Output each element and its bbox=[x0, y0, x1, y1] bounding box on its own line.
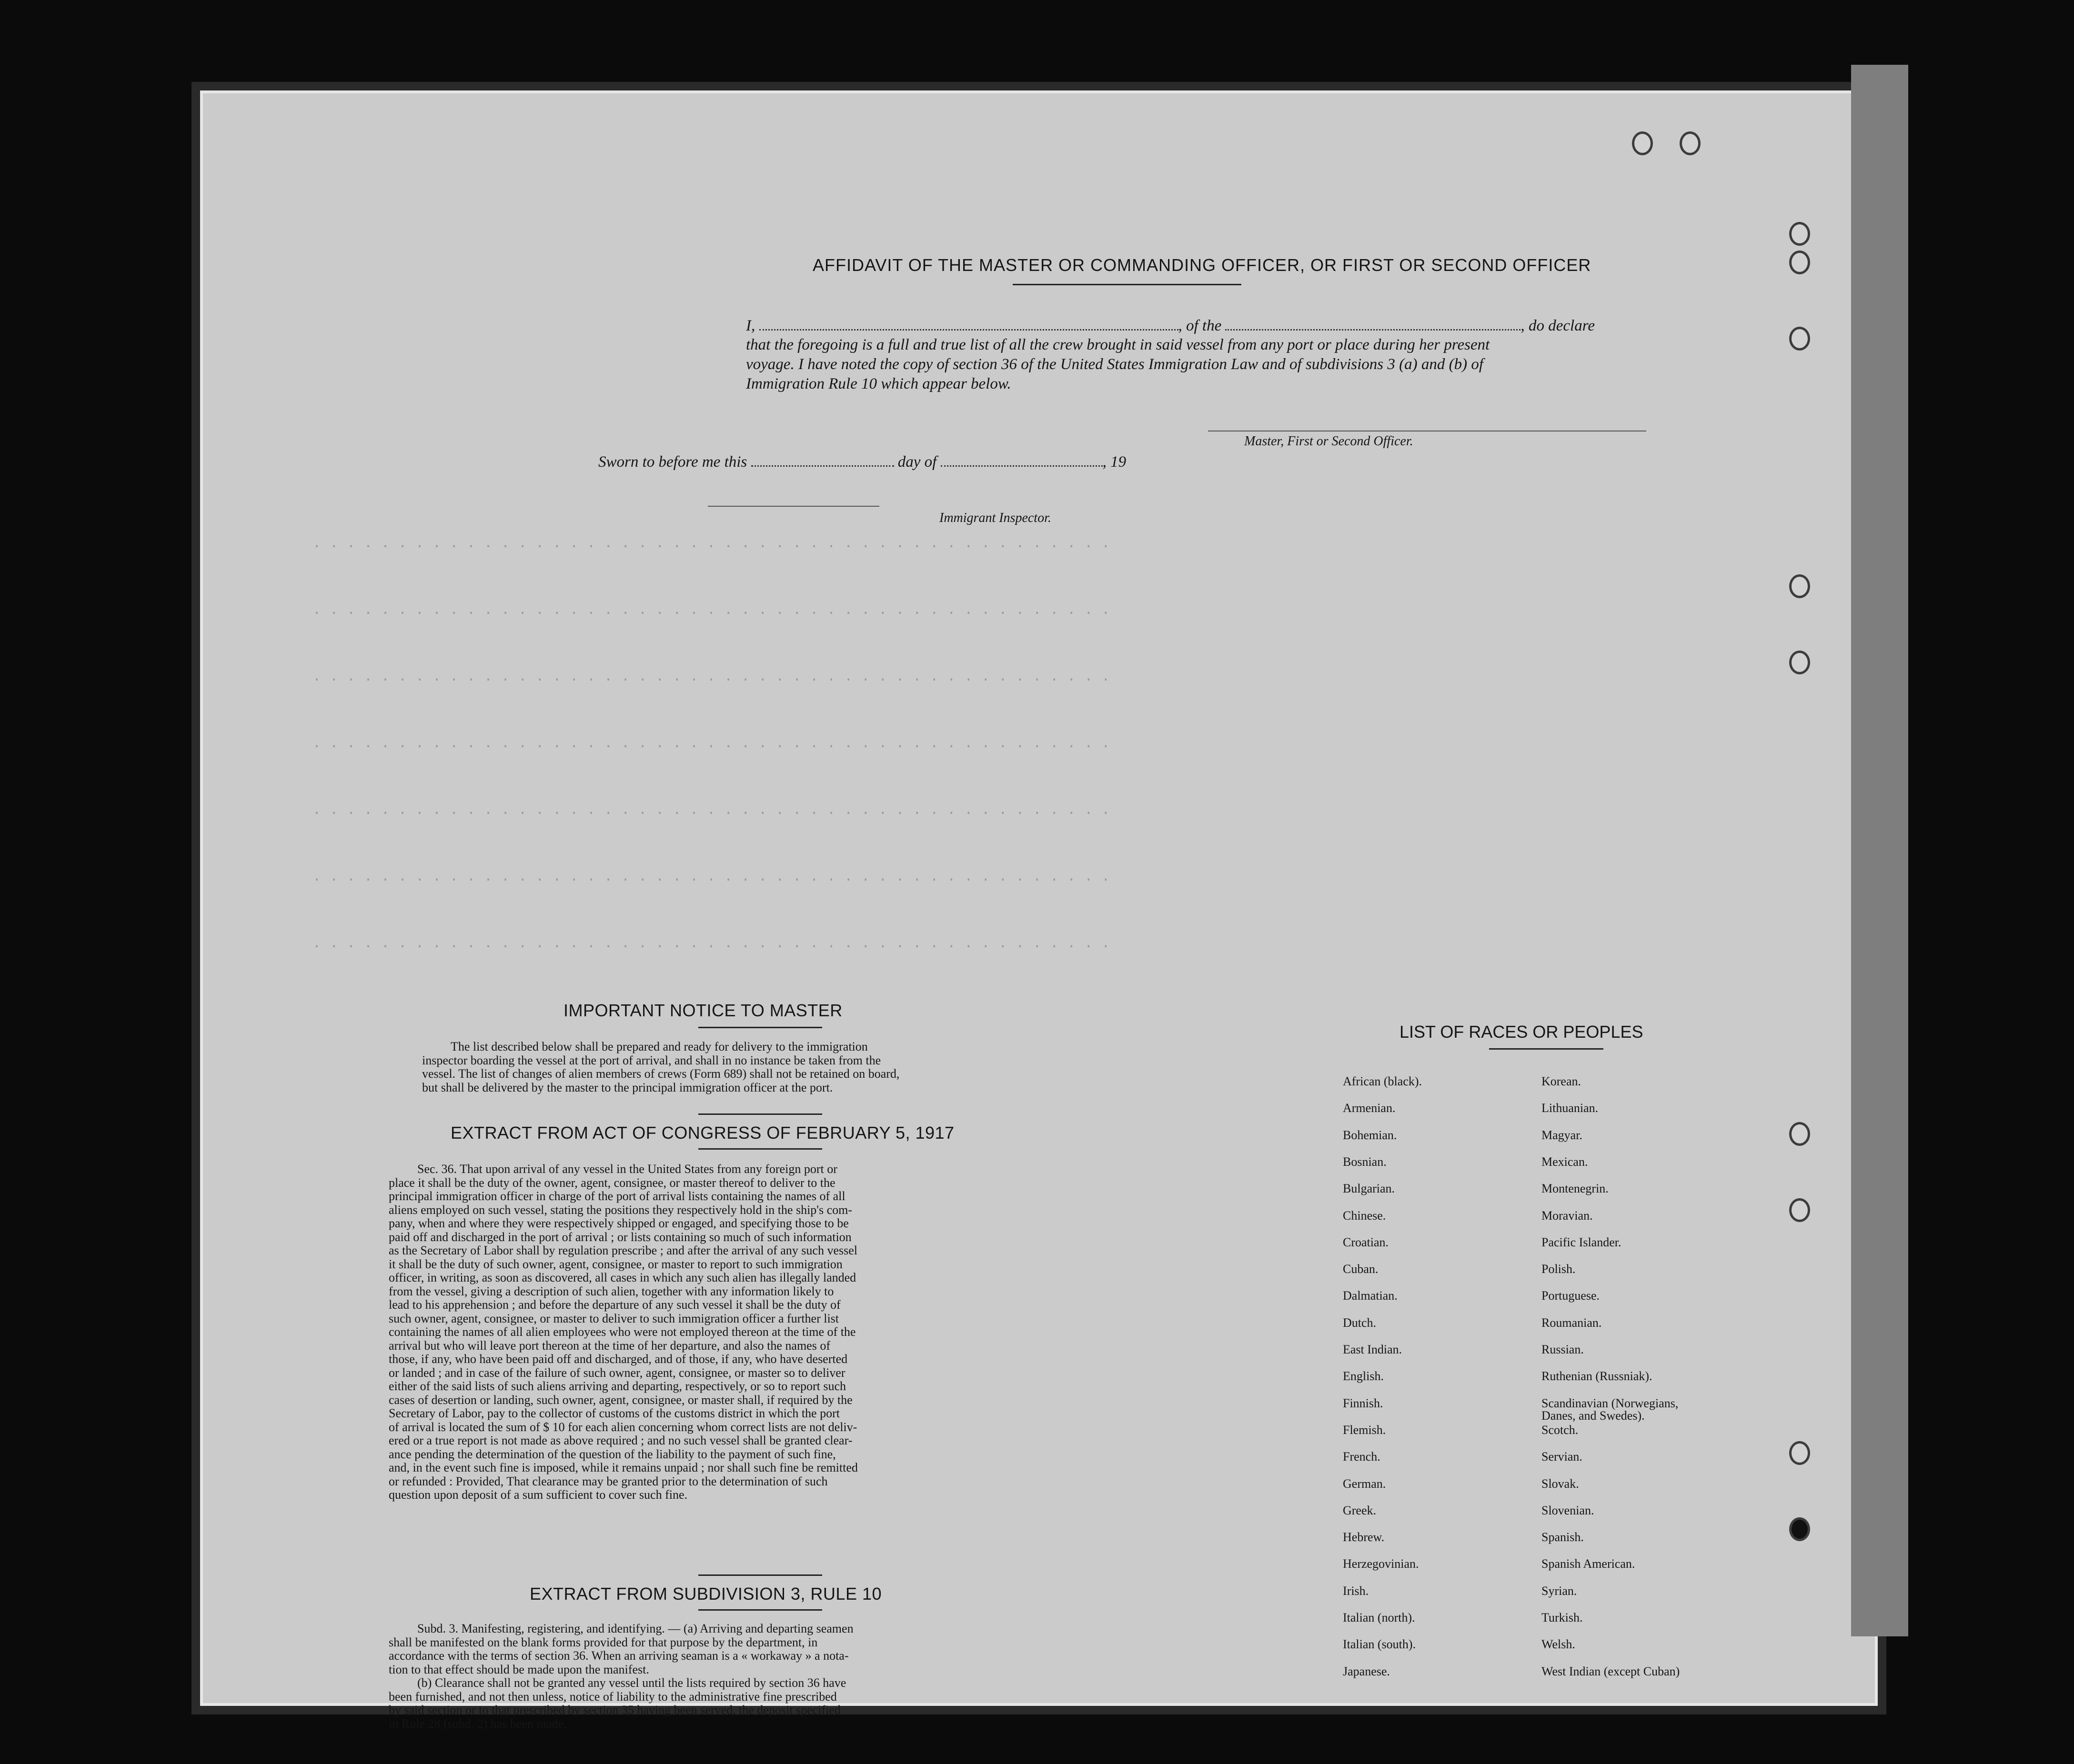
race-item: African (black). bbox=[1343, 1074, 1422, 1088]
race-item: French. bbox=[1343, 1450, 1380, 1464]
act-overline bbox=[698, 1113, 822, 1115]
text-line: such owner, agent, consignee, or master to deliver to such immigration officer a further list bbox=[389, 1311, 839, 1325]
vessel-name-blank bbox=[1225, 329, 1520, 331]
punch-hole bbox=[1789, 222, 1810, 246]
bleed-through-text: · · · · · · · · · · · · · · · · · · · · · · · · · · · · · · · · · · · · · · · · · · · · · · · bbox=[312, 672, 1110, 688]
sworn-line: Sworn to before me this day of , 19 bbox=[598, 453, 1127, 471]
rule-title: EXTRACT FROM SUBDIVISION 3, RULE 10 bbox=[530, 1584, 882, 1604]
bleed-through-text: · · · · · · · · · · · · · · · · · · · · · · · · · · · · · · · · · · · · · · · · · · · · · · · bbox=[312, 872, 1110, 888]
text-line: ered or a true report is not made as above required ; and no such vessel shall be granted clear- bbox=[389, 1433, 853, 1447]
race-item: Korean. bbox=[1541, 1074, 1581, 1088]
act-body bbox=[389, 1163, 1184, 1502]
text-line: aliens employed on such vessel, stating the positions they respectively hold in the ship's com- bbox=[389, 1203, 853, 1217]
text-line: from the vessel, giving a description of such alien, together with any information likely to bbox=[389, 1284, 834, 1298]
text-line: or landed ; and in case of the failure of such owner, agent, consignee, or master so to deliver bbox=[389, 1365, 846, 1380]
notice-title: IMPORTANT NOTICE TO MASTER bbox=[564, 1001, 843, 1020]
text-line: principal immigration officer in charge of the port of arrival lists containing the names of all bbox=[389, 1189, 846, 1203]
declaration-line-4: Immigration Rule 10 which appear below. bbox=[746, 375, 1011, 392]
punch-hole bbox=[1789, 1517, 1810, 1541]
text-line: and, in the event such fine is imposed, while it remains unpaid ; nor shall such fine be remitted bbox=[389, 1461, 858, 1474]
race-item: Herzegovinian. bbox=[1343, 1557, 1419, 1571]
race-item: Japanese. bbox=[1343, 1664, 1390, 1678]
act-title: EXTRACT FROM ACT OF CONGRESS OF FEBRUARY 5, 1917 bbox=[451, 1123, 955, 1143]
text-line: cases of desertion or landing, such owner, agent, consignee, or master shall, if required by the bbox=[389, 1393, 853, 1407]
act-underline bbox=[698, 1148, 822, 1150]
punch-hole bbox=[1789, 1122, 1810, 1146]
race-item: Spanish American. bbox=[1541, 1557, 1635, 1571]
notice-underline bbox=[698, 1027, 822, 1028]
race-item: Polish. bbox=[1541, 1262, 1576, 1276]
text-line: place it shall be the duty of the owner, agent, consignee, or master thereof to deliver to the bbox=[389, 1175, 836, 1190]
race-item: Magyar. bbox=[1541, 1128, 1582, 1142]
race-item: Slovenian. bbox=[1541, 1503, 1594, 1517]
races-underline bbox=[1489, 1048, 1603, 1050]
text-line: in Rule 28 (subd. 2) has been made. bbox=[389, 1716, 567, 1731]
race-item: Cuban. bbox=[1343, 1262, 1379, 1276]
race-item: Dalmatian. bbox=[1343, 1289, 1398, 1303]
text-line: as the Secretary of Labor shall by regulation prescribe ; and after the arrival of any such vessel bbox=[389, 1243, 858, 1257]
punch-hole bbox=[1789, 1441, 1810, 1465]
sworn-month-blank bbox=[941, 465, 1103, 467]
declaration-line-1: I, , of the , do declare bbox=[746, 317, 1595, 334]
bleed-through-text: · · · · · · · · · · · · · · · · · · · · · · · · · · · · · · · · · · · · · · · · · · · · · · · bbox=[312, 739, 1110, 755]
race-item: Bosnian. bbox=[1343, 1154, 1387, 1169]
affidavit-title: AFFIDAVIT OF THE MASTER OR COMMANDING OFFICER, OR FIRST OR SECOND OFFICER bbox=[813, 255, 1591, 275]
punch-hole bbox=[1789, 1198, 1810, 1222]
race-item: Danes, and Swedes). bbox=[1541, 1408, 1645, 1423]
race-item: English. bbox=[1343, 1369, 1384, 1383]
text-line: containing the names of all alien employees who were not employed thereon at the time of the bbox=[389, 1325, 856, 1339]
race-item: Hebrew. bbox=[1343, 1530, 1385, 1544]
race-item: Spanish. bbox=[1541, 1530, 1584, 1544]
document-page bbox=[200, 90, 1878, 1731]
text-line: been furnished, and not then unless, notice of liability to the administrative fine prescribed bbox=[389, 1689, 837, 1704]
declaration-line-2: that the foregoing is a full and true list of all the crew brought in said vessel from any port or place during her present bbox=[746, 336, 1490, 353]
text-line: tion to that effect should be made upon the manifest. bbox=[389, 1662, 649, 1676]
race-item: Slovak. bbox=[1541, 1476, 1579, 1491]
text-line: Subd. 3. Manifesting, registering, and identifying. — (a) Arriving and departing seamen bbox=[417, 1622, 854, 1635]
underlying-page-edge bbox=[1851, 65, 1908, 1636]
race-item: Chinese. bbox=[1343, 1208, 1386, 1223]
race-item: Pacific Islander. bbox=[1541, 1235, 1621, 1249]
sworn-day-blank bbox=[751, 465, 894, 467]
race-item: Croatian. bbox=[1343, 1235, 1389, 1249]
text-line: either of the said lists of such aliens arriving and departing, respectively, or so to report such bbox=[389, 1379, 846, 1393]
race-item: Lithuanian. bbox=[1541, 1101, 1599, 1115]
text-line: shall be manifested on the blank forms provided for that purpose by the department, in bbox=[389, 1635, 818, 1649]
race-item: Irish. bbox=[1343, 1584, 1369, 1598]
punch-hole bbox=[1789, 651, 1810, 674]
text-line: (b) Clearance shall not be granted any vessel until the lists required by section 36 have bbox=[417, 1676, 846, 1690]
race-item: Flemish. bbox=[1343, 1423, 1386, 1437]
race-item: Welsh. bbox=[1541, 1637, 1575, 1652]
rule-body bbox=[389, 1622, 1184, 1731]
race-item: Turkish. bbox=[1541, 1611, 1583, 1624]
punch-hole bbox=[1789, 251, 1810, 274]
race-item: Moravian. bbox=[1541, 1208, 1593, 1223]
race-item: East Indian. bbox=[1343, 1343, 1402, 1356]
signature-label: Master, First or Second Officer. bbox=[1244, 434, 1413, 449]
punch-hole bbox=[1789, 327, 1810, 351]
race-item: Syrian. bbox=[1541, 1584, 1577, 1598]
text-line: by said section or to that prescribed by section 35 having been served, the deposit specified bbox=[389, 1703, 841, 1717]
race-item: Mexican. bbox=[1541, 1154, 1588, 1169]
race-item: West Indian (except Cuban) bbox=[1541, 1664, 1680, 1678]
bleed-through-text: · · · · · · · · · · · · · · · · · · · · · · · · · · · · · · · · · · · · · · · · · · · · · · · bbox=[312, 605, 1110, 621]
text-line: arrival but who will leave port thereon at the time of her departure, and also the names of bbox=[389, 1338, 830, 1353]
race-item: German. bbox=[1343, 1476, 1386, 1491]
race-item: Bulgarian. bbox=[1343, 1182, 1395, 1196]
inspector-label: Immigrant Inspector. bbox=[939, 511, 1051, 525]
race-item: Greek. bbox=[1343, 1503, 1377, 1517]
race-item: Roumanian. bbox=[1541, 1315, 1602, 1330]
text-line: accordance with the terms of section 36. When an arriving seaman is a « workaway » a nota- bbox=[389, 1649, 849, 1663]
text-line: it shall be the duty of such owner, agent, consignee, or master to report to such immigration bbox=[389, 1257, 843, 1271]
text-line: lead to his apprehension ; and before the departure of any such vessel it shall be the duty of bbox=[389, 1298, 841, 1312]
race-item: Italian (north). bbox=[1343, 1611, 1415, 1624]
text-line: ance pending the determination of the question of the liability to the payment of such fine, bbox=[389, 1447, 836, 1461]
race-item: Russian. bbox=[1541, 1343, 1584, 1356]
race-item: Bohemian. bbox=[1343, 1128, 1397, 1142]
race-item: Armenian. bbox=[1343, 1101, 1396, 1115]
punch-hole bbox=[1680, 131, 1701, 155]
text-line: Sec. 36. That upon arrival of any vessel in the United States from any foreign port or bbox=[417, 1162, 837, 1176]
text-line: Secretary of Labor, pay to the collector of customs of the customs district in which the port bbox=[389, 1406, 840, 1420]
race-item: Scandinavian (Norwegians, bbox=[1541, 1396, 1679, 1410]
race-item: Portuguese. bbox=[1541, 1289, 1600, 1303]
race-item: Servian. bbox=[1541, 1450, 1582, 1464]
text-line: those, if any, who have been paid off and discharged, and of those, if any, who have deserted bbox=[389, 1352, 848, 1366]
race-item: Dutch. bbox=[1343, 1315, 1377, 1330]
notice-body: The list described below shall be prepared and ready for delivery to the immigration inspector boarding the vessel at the port of arrival, and shall in no instance be taken from the vessel. The list of changes of alien members of crews (Form 689) shall not be retained on board, but shall be delivered by the master to the principal immigration officer at the port. bbox=[422, 1040, 900, 1094]
declaration-line-3: voyage. I have noted the copy of section 36 of the United States Immigration Law and of subdivisions 3 (a) and (b) of bbox=[746, 356, 1484, 373]
text-line: officer, in writing, as soon as discovered, all cases in which any such alien has illegally landed bbox=[389, 1271, 856, 1284]
bleed-through-text: · · · · · · · · · · · · · · · · · · · · · · · · · · · · · · · · · · · · · · · · · · · · · · · bbox=[312, 939, 1110, 955]
text-line: paid off and discharged in the port of arrival ; or lists containing so much of such information bbox=[389, 1230, 852, 1244]
rule-underline bbox=[698, 1609, 822, 1611]
race-item: Ruthenian (Russniak). bbox=[1541, 1369, 1652, 1383]
race-item: Finnish. bbox=[1343, 1396, 1383, 1410]
punch-hole bbox=[1632, 131, 1653, 155]
races-title: LIST OF RACES OR PEOPLES bbox=[1399, 1022, 1643, 1042]
punch-hole bbox=[1789, 574, 1810, 598]
race-item: Montenegrin. bbox=[1541, 1182, 1609, 1196]
master-name-blank bbox=[759, 329, 1178, 331]
bleed-through-text: · · · · · · · · · · · · · · · · · · · · · · · · · · · · · · · · · · · · · · · · · · · · · · · bbox=[312, 539, 1110, 555]
text-line: or refunded : Provided, That clearance may be granted prior to the determination of such bbox=[389, 1474, 828, 1488]
inspector-signature-line bbox=[708, 506, 879, 507]
text-line: of arrival is located the sum of $ 10 for each alien concerning whom correct lists are not deliv- bbox=[389, 1420, 857, 1434]
text-line: pany, when and where they were respectively shipped or engaged, and specifying those to be bbox=[389, 1216, 849, 1230]
title-underline bbox=[1013, 284, 1241, 285]
text-line: question upon deposit of a sum sufficient to cover such fine. bbox=[389, 1488, 688, 1502]
race-item: Italian (south). bbox=[1343, 1637, 1416, 1652]
bleed-through-text: · · · · · · · · · · · · · · · · · · · · · · · · · · · · · · · · · · · · · · · · · · · · · · · bbox=[312, 805, 1110, 822]
rule-overline bbox=[698, 1574, 822, 1576]
race-item: Scotch. bbox=[1541, 1423, 1579, 1437]
